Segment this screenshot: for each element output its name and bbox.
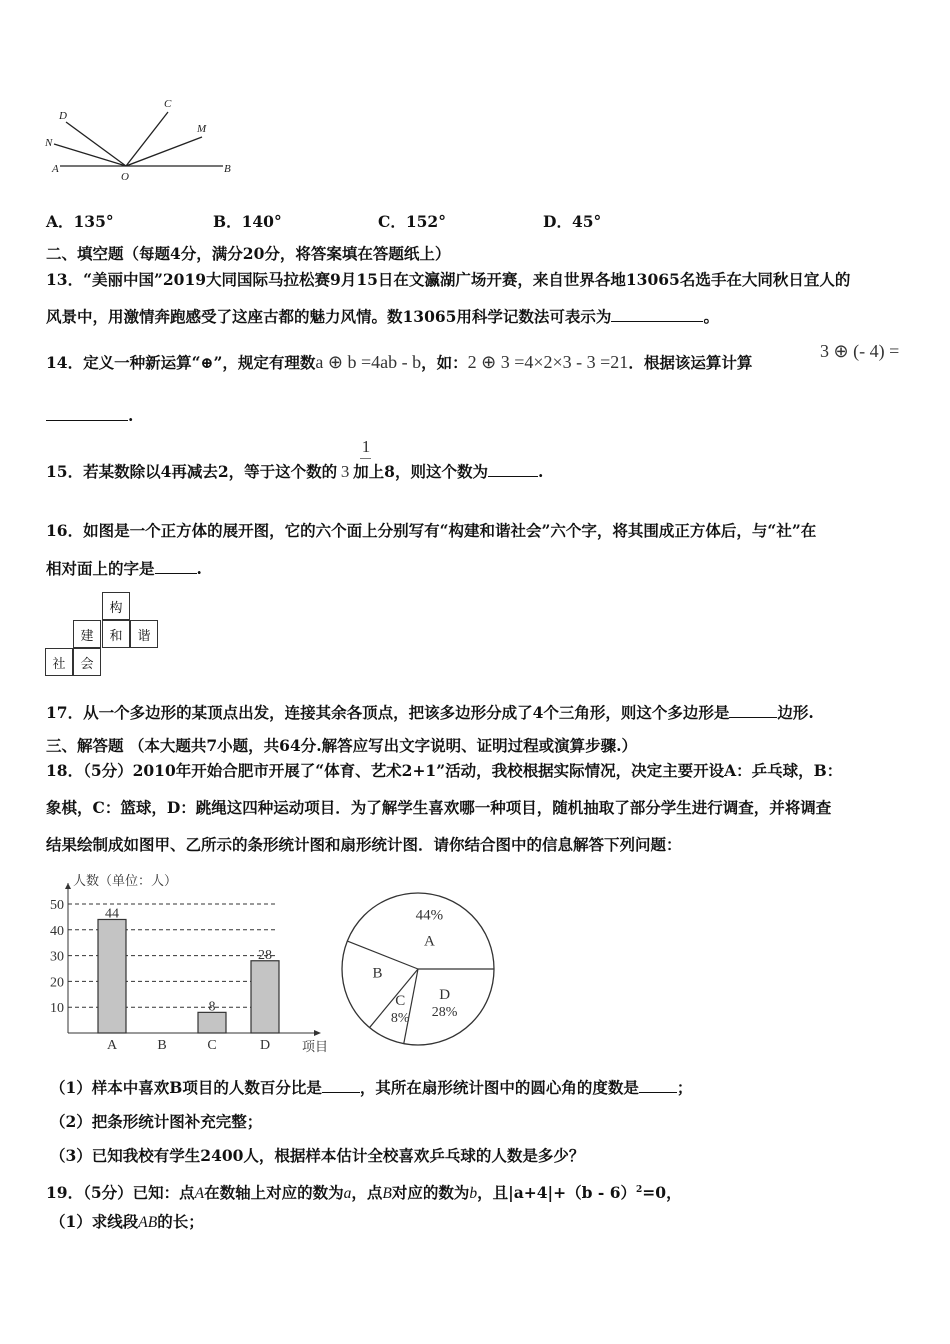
label-A: A — [52, 163, 59, 175]
q17-text2: 边形. — [777, 703, 814, 722]
q18-sub1-text: （1）样本中喜欢B项目的人数百分比是 — [50, 1078, 322, 1097]
bar-C — [198, 1012, 226, 1033]
q14-text3: ．根据该运算计算 — [628, 353, 753, 372]
q15-text: 15．若某数除以4再减去2，等于这个数的 — [46, 462, 338, 481]
net-cell: 和 — [102, 620, 130, 648]
label-C: C — [164, 98, 172, 110]
q15-text2: 加上8，则这个数为 — [353, 462, 488, 481]
option-d: D．45° — [543, 212, 602, 231]
q19-sub1-text: （1）求线段 — [50, 1212, 139, 1231]
pie-label-D: D — [439, 987, 451, 1004]
net-cell: 构 — [102, 592, 130, 620]
q18-line1: 18．（5分）2010年开始合肥市开展了“体育、艺术2+1”活动，我校根据实际情况，决定主要开设A：乒乓球，B： — [46, 761, 843, 780]
q16-line1: 16．如图是一个正方体的展开图，它的六个面上分别写有“构建和谐社会”六个字，将其围成正方体后，与“社”在 — [46, 521, 817, 540]
q19-text4: 对应的数为 — [391, 1183, 470, 1203]
var-AB: AB — [138, 1214, 158, 1231]
q14-definition: a ⊕ b =4ab - b — [315, 352, 422, 372]
answer-blank — [639, 1078, 677, 1093]
bar-D — [251, 961, 279, 1033]
x-tick-label: C — [207, 1038, 217, 1053]
bar-chart — [40, 865, 340, 1060]
q19-sub1 — [50, 1212, 204, 1233]
pie-chart — [335, 885, 505, 1055]
bar-A — [98, 919, 126, 1033]
q19-line — [46, 1180, 682, 1204]
q14-calc: 3 ⊕ (- 4) = — [820, 341, 900, 361]
q18-sub3: （3）已知我校有学生2400人，根据样本估计全校喜欢乒乓球的人数是多少？ — [50, 1146, 585, 1165]
data-label: 44 — [105, 906, 119, 922]
net-cell: 会 — [73, 648, 101, 676]
answer-blank — [155, 559, 197, 574]
q14-text2: ，如： — [421, 353, 468, 372]
pie-label-A: A — [423, 933, 435, 950]
q18-line2: 象棋，C：篮球，D：跳绳这四种运动项目．为了解学生喜欢哪一种项目，随机抽取了部分学生进行调查，并将调查 — [46, 798, 832, 817]
q17-text: 17．从一个多边形的某顶点出发，连接其余各顶点，把该多边形分成了4个三角形，则这个多边形是 — [46, 703, 730, 722]
y-tick-label: 40 — [50, 923, 64, 939]
data-label: 28 — [258, 947, 272, 963]
q17-line — [46, 703, 814, 723]
label-N: N — [45, 137, 53, 149]
x-tick-label: B — [157, 1038, 167, 1053]
y-axis-label: 人数（单位：人） — [73, 873, 178, 888]
q19-text2: 在数轴上对应的数为 — [204, 1183, 344, 1203]
x-axis-arrow — [314, 1030, 321, 1036]
q14-example: 2 ⊕ 3 =4×2×3 - 3 =21 — [467, 352, 629, 372]
q19-sub1-text2: 的长； — [157, 1212, 204, 1231]
q14-end: . — [128, 406, 134, 425]
q19-text6: =0， — [642, 1183, 682, 1203]
data-label: 8 — [208, 999, 216, 1015]
q13-end: 。 — [703, 307, 719, 326]
section-3-heading: 三、解答题 （本大题共7小题，共64分.解答应写出文字说明、证明过程或演算步骤.） — [46, 736, 638, 755]
var-A: A — [194, 1185, 205, 1203]
label-O: O — [121, 171, 129, 183]
exponent: 2 — [636, 1185, 643, 1195]
pie-label-B: B — [372, 965, 383, 982]
q18-sub1-text2: ，其所在扇形统计图中的圆心角的度数是 — [359, 1078, 639, 1097]
q18-sub2: （2）把条形统计图补充完整； — [50, 1112, 263, 1131]
answer-blank — [322, 1078, 360, 1093]
answer-blank — [729, 703, 777, 718]
q16-line2 — [46, 559, 202, 579]
pie-label-C: C — [395, 992, 406, 1009]
section-2-heading: 二、填空题（每题4分，满分20分，将答案填在答题纸上） — [46, 244, 451, 263]
x-tick-label: D — [259, 1038, 271, 1053]
q15-end: . — [537, 462, 544, 481]
angle-figure — [40, 92, 250, 187]
answer-blank — [46, 406, 128, 421]
q13-line2 — [46, 307, 719, 327]
q19-text3: ，点 — [351, 1183, 383, 1203]
fraction-denominator: 3 — [340, 462, 350, 481]
net-cell: 建 — [73, 620, 101, 648]
q16-text: 相对面上的字是 — [46, 559, 155, 578]
q13-line1: 13．“美丽中国”2019大同国际马拉松赛9月15日在文瀛湖广场开赛，来自世界各地13065名选手在大同秋日宜人的 — [46, 270, 851, 289]
y-tick-label: 20 — [50, 975, 64, 991]
fraction-numerator: 1 — [361, 437, 371, 456]
label-M: M — [197, 123, 207, 135]
fraction-bar — [360, 458, 371, 459]
answer-blank — [488, 462, 538, 477]
var-B: B — [382, 1185, 392, 1203]
q14-answer-line — [46, 406, 133, 426]
option-a: A．135° — [46, 212, 114, 231]
answer-blank — [611, 307, 703, 322]
net-cell: 社 — [45, 648, 73, 676]
q14-text: 14．定义一种新运算“⊕”，规定有理数 — [46, 353, 316, 372]
x-tick-label: A — [106, 1038, 118, 1053]
var-b: b — [469, 1185, 478, 1203]
option-c: C．152° — [378, 212, 446, 231]
q16-end: . — [196, 559, 202, 578]
q18-line3: 结果绘制成如图甲、乙所示的条形统计图和扇形统计图．请你结合图中的信息解答下列问题： — [46, 835, 682, 854]
q18-sub1-end: ； — [676, 1078, 693, 1097]
y-tick-label: 10 — [50, 1001, 64, 1017]
y-tick-label: 50 — [50, 898, 64, 913]
x-axis-label: 项目 — [302, 1039, 329, 1054]
q19-condition: ，且|a+4|+（b - 6） — [477, 1183, 637, 1203]
q18-sub1 — [50, 1078, 692, 1098]
var-a: a — [343, 1185, 352, 1203]
pie-pct-C: 8% — [390, 1010, 410, 1026]
q19-text: 19．（5分）已知：点 — [46, 1183, 195, 1203]
y-tick-label: 30 — [50, 949, 64, 965]
option-b: B．140° — [213, 212, 282, 231]
net-cell: 谐 — [130, 620, 158, 648]
label-D: D — [59, 110, 67, 122]
y-axis-arrow — [65, 883, 71, 889]
pie-pct-D: 28% — [431, 1005, 458, 1021]
q14-line — [46, 352, 752, 373]
q13-text: 风景中，用激情奔跑感受了这座古都的魅力风情。数13065用科学记数法可表示为 — [46, 307, 612, 326]
pie-pct-A: 44% — [415, 907, 444, 924]
label-B: B — [224, 163, 231, 175]
q15-line — [46, 462, 543, 482]
